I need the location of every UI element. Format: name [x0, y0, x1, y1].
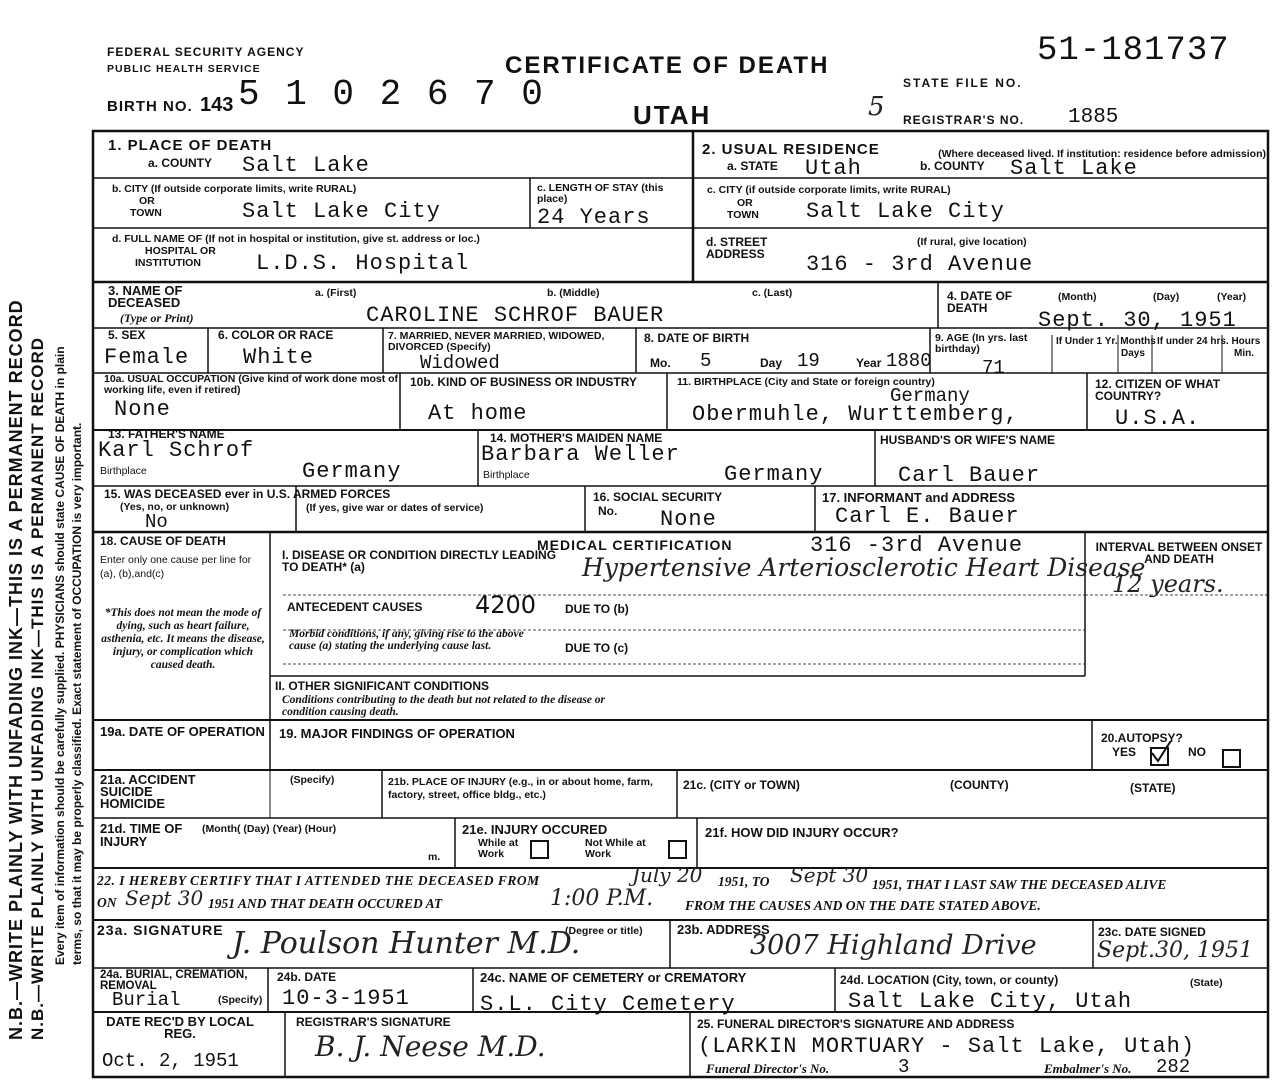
f11-label: 11. BIRTHPLACE (City and State or foreign country): [677, 376, 935, 388]
cause-i-label: I. DISEASE OR CONDITION DIRECTLY LEADING TO DEATH* (a): [282, 548, 557, 574]
f13-label: 13. FATHER'S NAME: [108, 427, 225, 441]
f3-sub: (Type or Print): [120, 311, 194, 325]
f8-day: Day: [760, 356, 783, 370]
f25-emb-label: Embalmer's No.: [1044, 1061, 1132, 1076]
f11-country: Germany: [890, 385, 970, 407]
f4-value: Sept. 30, 1951: [1038, 308, 1237, 333]
f15-sub2: (If yes, give war or dates of service): [306, 502, 484, 514]
f2-state-label: a. STATE: [727, 159, 778, 173]
f10a-value: None: [114, 397, 171, 422]
registrar-prefix: 5: [868, 92, 885, 122]
birth-no-stamp: 5 1 0 2 6 7 0: [238, 74, 545, 115]
autopsy-yes-checkbox[interactable]: [1150, 747, 1169, 766]
f11-value: Obermuhle, Wurttemberg,: [692, 402, 1019, 427]
f15-value: No: [145, 511, 168, 533]
f23a-degree: (Degree or title): [565, 925, 643, 937]
f25-fd-value: 3: [898, 1056, 910, 1078]
f23b-label: 23b. ADDRESS: [677, 922, 770, 937]
f25-label: 25. FUNERAL DIRECTOR'S SIGNATURE AND ADDRESS: [697, 1017, 1015, 1031]
f21c-label: 21c. (CITY or TOWN): [683, 778, 800, 792]
birth-no-label: BIRTH NO.: [107, 98, 193, 115]
f21c-state: (STATE): [1130, 781, 1176, 795]
f22-y2: 1951, THAT I LAST SAW THE DECEASED ALIVE: [872, 877, 1167, 892]
f22-line1-prefix: 22. I HEREBY CERTIFY THAT I ATTENDED THE DECEASED FROM: [97, 873, 540, 888]
f17-address: 316 -3rd Avenue: [810, 533, 1024, 558]
side-instructions-2: terms, so that it may be properly classified. Exact statement of OCCUPATION is very important.: [70, 422, 84, 965]
f24b-label: 24b. DATE: [277, 970, 337, 984]
f1-city-value: Salt Lake City: [242, 199, 441, 224]
f10b-label: 10b. KIND OF BUSINESS OR INDUSTRY: [410, 375, 637, 389]
f16-value: None: [660, 507, 717, 532]
f15-label: 15. WAS DECEASED ever in U.S. ARMED FORCES: [104, 487, 391, 501]
f9-label: 9. AGE (In yrs. last birthday): [935, 332, 1028, 355]
spouse-label: HUSBAND'S OR WIFE'S NAME: [880, 433, 1056, 447]
f4-year: (Year): [1217, 291, 1247, 303]
f16-no: No.: [598, 504, 618, 518]
f9-value: 71: [982, 357, 1005, 379]
check-mark-icon: [1150, 741, 1174, 765]
f7-label: 7. MARRIED, NEVER MARRIED, WIDOWED, DIVORCED (Specify): [388, 330, 605, 353]
f1-or-label: OR: [139, 195, 155, 207]
f23a-signature: J. Poulson Hunter M.D.: [232, 926, 581, 961]
f20-label: 20.AUTOPSY?: [1101, 731, 1183, 745]
f24a-specify: (Specify): [218, 994, 263, 1006]
rec-value: Oct. 2, 1951: [102, 1050, 239, 1072]
f10a-label: 10a. USUAL OCCUPATION (Give kind of work done most of working life, even if retired): [104, 373, 399, 396]
f23c-label: 23c. DATE SIGNED: [1098, 925, 1206, 939]
f17-value: Carl E. Bauer: [835, 504, 1020, 529]
f24a-label: 24a. BURIAL, CREMATION, REMOVAL: [100, 969, 248, 992]
f8-day-value: 19: [797, 350, 820, 372]
cause-ii-sub: Conditions contributing to the death but not related to the disease or condition causing death.: [282, 694, 606, 718]
f21a-label: 21a. ACCIDENT SUICIDE HOMICIDE: [100, 772, 196, 811]
f21e-notwhile: Not While at Work: [585, 837, 646, 860]
f4-month: (Month): [1058, 291, 1097, 303]
f24b-value: 10-3-1951: [282, 986, 410, 1011]
f5-value: Female: [104, 345, 190, 370]
f5-label: 5. SEX: [108, 328, 146, 342]
f2-or-label: OR: [737, 197, 753, 209]
f2-city-label: c. CITY (if outside corporate limits, write RURAL): [707, 184, 951, 196]
f1-city-label: b. CITY (If outside corporate limits, write RURAL): [112, 183, 357, 195]
f13-value: Karl Schrof: [98, 438, 255, 463]
f22-y1: 1951, TO: [718, 874, 770, 889]
f22-on-date: Sept 30: [125, 886, 204, 910]
rec-label: DATE REC'D BY LOCAL REG.: [106, 1014, 254, 1041]
injury-while-at-work-checkbox[interactable]: [530, 840, 549, 859]
f21a-specify: (Specify): [290, 774, 335, 786]
f22-time: 1:00 P.M.: [550, 886, 654, 911]
f24d-state: (State): [1190, 977, 1223, 989]
f2-state-value: Utah: [805, 156, 862, 181]
certificate-title: CERTIFICATE OF DEATH: [505, 52, 830, 79]
f24c-value: S.L. City Cemetery: [480, 992, 736, 1017]
f18-label: 18. CAUSE OF DEATH: [100, 534, 226, 548]
f22-on: ON: [97, 895, 117, 910]
agency-line-2: PUBLIC HEALTH SERVICE: [107, 63, 261, 75]
f19a-label: 19a. DATE OF OPERATION: [100, 724, 265, 739]
f18-sub: Enter only one cause per line for (a), (b),and(c): [100, 554, 252, 580]
f1-stay-value: 24 Years: [537, 205, 651, 230]
antecedent-label: ANTECEDENT CAUSES: [287, 600, 423, 614]
f21d-label: 21d. TIME OF INJURY: [100, 821, 183, 849]
f25-emb-value: 282: [1156, 1056, 1191, 1078]
f6-value: White: [243, 345, 315, 370]
f10b-value: At home: [428, 401, 528, 426]
f9-days: Days: [1121, 348, 1145, 359]
side-notice-dup: N.B.—WRITE PLAINLY WITH UNFADING INK—THIS IS A PERMANENT RECORD: [28, 336, 47, 1040]
f23b-value: 3007 Highland Drive: [750, 930, 1037, 961]
f15-sub: (Yes, no, or unknown): [120, 501, 230, 513]
f22-tail: FROM THE CAUSES AND ON THE DATE STATED ABOVE.: [685, 898, 1041, 913]
f24d-label: 24d. LOCATION (City, town, or county): [840, 973, 1059, 987]
autopsy-no-checkbox[interactable]: [1222, 749, 1241, 768]
f20-yes: YES: [1112, 745, 1137, 759]
f14-birthplace-value: Germany: [724, 462, 824, 487]
f16-label: 16. SOCIAL SECURITY: [593, 490, 723, 504]
state-file-number: 51-181737: [1037, 32, 1230, 70]
f24d-value: Salt Lake City, Utah: [848, 989, 1133, 1014]
registrar-number: 1885: [1068, 106, 1119, 129]
f2-street-label: d. STREET ADDRESS: [706, 235, 768, 261]
f21d-parts: (Month( (Day) (Year) (Hour): [202, 823, 337, 835]
registrar-label: REGISTRAR'S NO.: [903, 113, 1025, 127]
f1-county-label: a. COUNTY: [148, 156, 213, 170]
f24a-value: Burial: [112, 989, 181, 1011]
f20-no: NO: [1188, 745, 1206, 759]
birth-no-value: 143: [200, 94, 234, 116]
f8-mo: Mo.: [650, 356, 671, 370]
f14-value: Barbara Weller: [481, 442, 680, 467]
due-to-c: DUE TO (c): [565, 641, 629, 655]
due-to-b: DUE TO (b): [565, 602, 629, 616]
f2-title: 2. USUAL RESIDENCE: [702, 141, 880, 158]
f21f-label: 21f. HOW DID INJURY OCCUR?: [705, 825, 899, 840]
f3-middle: b. (Middle): [547, 287, 600, 299]
f22-y3: 1951 AND THAT DEATH OCCURED AT: [208, 896, 443, 911]
f23a-label: 23a. SIGNATURE: [97, 922, 224, 938]
f2-street-value: 316 - 3rd Avenue: [806, 252, 1034, 277]
cause-ii-label: II. OTHER SIGNIFICANT CONDITIONS: [275, 679, 490, 693]
f3-first: a. (First): [315, 287, 357, 299]
f2-county-label: b. COUNTY: [920, 159, 985, 173]
interval-value: 12 years.: [1112, 570, 1224, 598]
f1-title: 1. PLACE OF DEATH: [108, 137, 273, 154]
f9-hours: If under 24 hrs. Hours: [1157, 336, 1261, 347]
f1-stay-label: c. LENGTH OF STAY (this place): [537, 182, 664, 205]
f8-label: 8. DATE OF BIRTH: [644, 331, 750, 345]
f6-label: 6. COLOR OR RACE: [218, 328, 334, 342]
f2-note: (Where deceased lived. If institution: residence before admission): [938, 148, 1266, 160]
f8-year: Year: [856, 356, 882, 370]
f19-label: 19. MAJOR FINDINGS OF OPERATION: [279, 726, 515, 741]
f12-value: U.S.A.: [1115, 406, 1201, 431]
f24c-label: 24c. NAME OF CEMETERY or CREMATORY: [480, 970, 747, 985]
f23c-value: Sept.30, 1951: [1097, 938, 1253, 963]
f2-county-value: Salt Lake: [1010, 156, 1138, 181]
f21c-county: (COUNTY): [950, 778, 1009, 792]
f12-label: 12. CITIZEN OF WHAT COUNTRY?: [1095, 377, 1221, 403]
f8-year-value: 1880: [886, 350, 932, 372]
f18-note: *This does not mean the mode of dying, such as heart failure, asthenia, etc. It means the disease, injury, or complication which caused death.: [101, 607, 265, 671]
f8-mo-value: 5: [700, 350, 712, 372]
state-name: UTAH: [633, 100, 712, 130]
f2-town-label: TOWN: [727, 209, 759, 221]
registrar-signature: B. J. Neese M.D.: [315, 1030, 546, 1063]
f22-from: July 20: [632, 863, 703, 887]
f25-stamp: (LARKIN MORTUARY - Salt Lake, Utah): [698, 1034, 1196, 1059]
interval-label: INTERVAL BETWEEN ONSET AND DEATH: [1095, 540, 1263, 566]
f3-label: 3. NAME OF DECEASED: [108, 283, 183, 310]
side-instructions-1: Every item of information should be carefully supplied. PHYSICIANS should state CAUSE OF DEATH in plain: [53, 346, 67, 965]
f9-min: Min.: [1234, 348, 1254, 359]
f2-street-note: (If rural, give location): [917, 236, 1027, 248]
f21b-label: 21b. PLACE OF INJURY (e.g., in or about home, farm, factory, street, office bldg., etc.): [388, 776, 653, 801]
f17-label: 17. INFORMANT and ADDRESS: [822, 490, 1016, 505]
registrar-sig-label: REGISTRAR'S SIGNATURE: [296, 1015, 451, 1029]
agency-line-1: FEDERAL SECURITY AGENCY: [107, 45, 305, 59]
spouse-value: Carl Bauer: [898, 463, 1041, 488]
f21d-m: m.: [428, 851, 441, 863]
cause-a-value: Hypertensive Arteriosclerotic Heart Disease: [582, 553, 1146, 582]
f9-months: If Under 1 Yr. Months: [1056, 336, 1156, 347]
f21e-while: While at Work: [478, 837, 519, 860]
side-notice-main: N.B.—WRITE PLAINLY WITH UNFADING INK—THIS IS A PERMANENT RECORD: [6, 299, 26, 1040]
f14-birthplace-label: Birthplace: [483, 469, 530, 481]
f1-hospital-label: d. FULL NAME OF (If not in hospital or institution, give st. address or loc.): [112, 233, 480, 245]
morbid-note: Morbid conditions, if any, giving rise to the above cause (a) stating the underlying cause last.: [289, 628, 524, 652]
state-file-label: STATE FILE NO.: [903, 76, 1023, 90]
f4-day: (Day): [1153, 291, 1180, 303]
f3-last: c. (Last): [752, 287, 793, 299]
icd-code: 4200: [475, 591, 537, 619]
f1-town-label: TOWN: [130, 207, 162, 219]
f1-hospital-value: L.D.S. Hospital: [256, 251, 470, 276]
f22-to: Sept 30: [790, 863, 869, 887]
f7-value: Widowed: [420, 352, 500, 374]
f4-label: 4. DATE OF DEATH: [947, 289, 1013, 315]
f3-name-value: CAROLINE SCHROF BAUER: [366, 303, 665, 328]
f1-hospital-label-3: INSTITUTION: [135, 257, 201, 269]
f13-birthplace-label: Birthplace: [100, 465, 147, 477]
medical-heading: MEDICAL CERTIFICATION: [537, 537, 733, 553]
f13-birthplace-value: Germany: [302, 459, 402, 484]
f25-fd-label: Funeral Director's No.: [706, 1061, 830, 1076]
f1-county-value: Salt Lake: [242, 153, 370, 178]
injury-not-at-work-checkbox[interactable]: [668, 840, 687, 859]
f2-city-value: Salt Lake City: [806, 199, 1005, 224]
f21e-label: 21e. INJURY OCCURED: [462, 822, 608, 837]
f1-hospital-label-2: HOSPITAL OR: [145, 245, 216, 257]
f14-label: 14. MOTHER'S MAIDEN NAME: [490, 431, 663, 445]
